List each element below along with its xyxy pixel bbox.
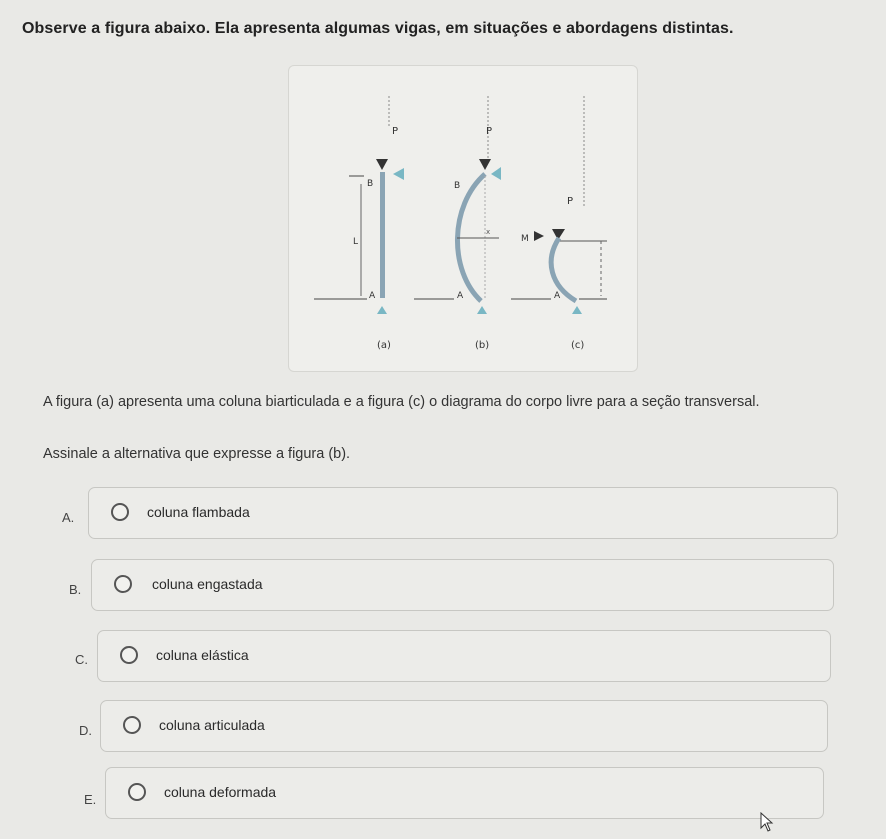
option-e-text: coluna deformada	[164, 784, 277, 800]
option-d[interactable]	[100, 700, 828, 752]
figure-a	[314, 96, 404, 351]
option-a-letter: A.	[62, 510, 75, 525]
option-b[interactable]	[91, 559, 834, 611]
radio-e[interactable]	[128, 783, 146, 801]
option-b-letter: B.	[69, 582, 82, 597]
option-c-text: coluna elástica	[156, 647, 249, 663]
caption-c: (c)	[571, 340, 585, 351]
label-b-a: B	[367, 179, 374, 189]
option-a-text: coluna flambada	[147, 504, 250, 520]
radio-d[interactable]	[123, 716, 141, 734]
radio-a[interactable]	[111, 503, 129, 521]
label-a-b: A	[457, 291, 464, 301]
option-b-text: coluna engastada	[152, 576, 263, 592]
option-d-text: coluna articulada	[159, 717, 265, 733]
figure-b	[414, 96, 501, 351]
label-p-a: P	[392, 126, 399, 137]
option-a[interactable]	[88, 487, 838, 539]
label-a-a: A	[369, 291, 376, 301]
option-e[interactable]	[105, 767, 824, 819]
option-d-letter: D.	[79, 723, 92, 738]
label-b-b: B	[454, 181, 461, 191]
option-c[interactable]	[97, 630, 831, 682]
figure-c	[511, 96, 607, 351]
label-m-c: M	[521, 234, 529, 244]
label-x-b: x	[486, 228, 491, 236]
question-paragraph: A figura (a) apresenta uma coluna biarticulada e a figura (c) o diagrama do corpo livre para a seção transversal.	[43, 394, 760, 410]
option-c-letter: C.	[75, 652, 88, 667]
caption-b: (b)	[475, 340, 490, 351]
question-instruction: Assinale a alternativa que expresse a figura (b).	[43, 446, 351, 462]
label-l-a: L	[353, 237, 359, 247]
label-p-c: P	[567, 196, 574, 207]
question-title: Observe a figura abaixo. Ela apresenta algumas vigas, em situações e abordagens distintas.	[22, 20, 734, 37]
figure-card	[288, 65, 638, 372]
label-p-b: P	[486, 126, 493, 137]
option-e-letter: E.	[84, 792, 97, 807]
radio-b[interactable]	[114, 575, 132, 593]
label-a-c: A	[554, 291, 561, 301]
radio-c[interactable]	[120, 646, 138, 664]
mouse-cursor-icon	[760, 812, 774, 832]
column-figure	[289, 66, 637, 371]
caption-a: (a)	[377, 340, 391, 351]
